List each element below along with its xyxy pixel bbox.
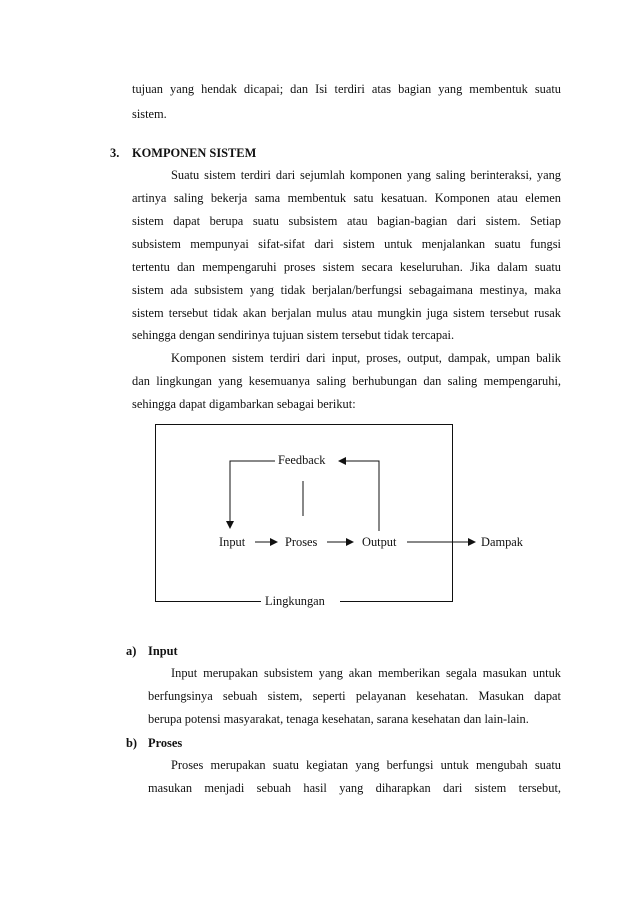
paragraph-line: Suatu sistem terdiri dari sejumlah komponen yang saling berinteraksi, yang	[171, 168, 561, 182]
diagram-lines	[155, 424, 453, 602]
paragraph-line: subsistem mempunyai sifat-sifat dari sistem untuk menjalankan suatu fungsi	[132, 237, 561, 251]
paragraph-line: tertentu dan mempengaruhi proses sistem secara keseluruhan. Jika dalam suatu	[132, 260, 561, 274]
environment-box	[155, 425, 453, 602]
paragraph-line: artinya saling bekerja sama membentuk satu kesatuan. Komponen atau elemen	[132, 191, 561, 205]
feedback-label: Feedback	[278, 453, 326, 467]
list-marker: b)	[126, 736, 138, 750]
paragraph-line: dan lingkungan yang kesemuanya saling berhubungan dan saling mempengaruhi,	[132, 374, 561, 388]
paragraph-line: berfungsinya sebuah sistem, seperti pelayanan kesehatan. Masukan dapat	[148, 689, 561, 703]
input-label: Input	[219, 535, 246, 549]
paragraph-line: berupa potensi masyarakat, tenaga kesehatan, sarana kesehatan dan lain-lain.	[148, 712, 529, 726]
lingkungan-label: Lingkungan	[265, 594, 325, 608]
feedback-to-input-arrow	[230, 461, 275, 528]
paragraph-line: sistem tersebut tidak akan berjalan mulus atau mungkin juga sistem tersebut rusak	[132, 306, 561, 320]
paragraph-line: sehingga dapat digambarkan sebagai berikut:	[132, 397, 356, 411]
paragraph-line: sistem dapat berupa suatu subsistem atau bagian-bagian dari sistem. Setiap	[132, 214, 561, 228]
section-number: 3.	[110, 146, 120, 160]
section-title: KOMPONEN SISTEM	[132, 146, 257, 160]
paragraph-line: masukan menjadi sebuah hasil yang diharapkan dari sistem tersebut,	[148, 781, 561, 795]
paragraph-line: Komponen sistem terdiri dari input, proses, output, dampak, umpan balik	[171, 351, 561, 365]
system-component-diagram	[155, 424, 523, 608]
output-to-feedback-arrow	[339, 461, 379, 531]
dampak-label: Dampak	[481, 535, 523, 549]
proses-label: Proses	[285, 535, 318, 549]
item-title-proses: Proses	[148, 736, 183, 750]
paragraph-line: tujuan yang hendak dicapai; dan Isi terdiri atas bagian yang membentuk suatu	[132, 82, 561, 96]
paragraph-line: sehingga dengan sendirinya tujuan sistem tersebut tidak tercapai.	[132, 328, 455, 342]
list-marker: a)	[126, 644, 137, 658]
environment-box	[156, 424, 262, 602]
paragraph-line: Proses merupakan suatu kegiatan yang berfungsi untuk mengubah suatu	[171, 758, 561, 772]
output-label: Output	[362, 535, 397, 549]
paragraph-line: sistem ada subsistem yang tidak berjalan/berfungsi sebagaimana mestinya, maka	[132, 283, 561, 297]
paragraph-line: Input merupakan subsistem yang akan memberikan segala masukan untuk	[171, 666, 561, 680]
paragraph-line: sistem.	[132, 107, 167, 121]
item-title-input: Input	[148, 644, 178, 658]
